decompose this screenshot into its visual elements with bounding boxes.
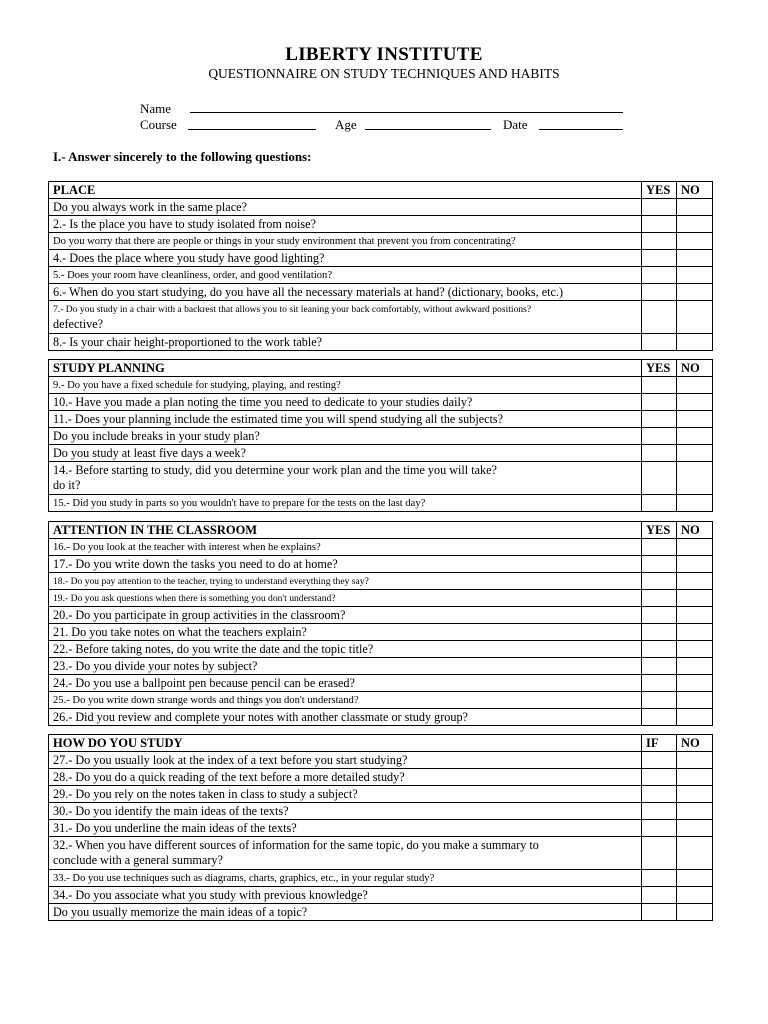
question-row xyxy=(49,837,713,870)
yes-answer-cell[interactable] xyxy=(642,692,677,709)
institute-title: LIBERTY INSTITUTE xyxy=(285,44,483,65)
no-answer-cell[interactable] xyxy=(677,199,713,216)
question-text: 9.- Do you have a fixed schedule for studying, playing, and resting? xyxy=(49,377,642,394)
course-field[interactable] xyxy=(188,129,316,130)
section-header-row xyxy=(49,182,713,199)
date-label: Date xyxy=(503,117,528,132)
no-answer-cell[interactable] xyxy=(677,411,713,428)
no-column-header: NO xyxy=(677,522,713,539)
no-answer-cell[interactable] xyxy=(677,887,713,904)
question-row xyxy=(49,607,713,624)
no-answer-cell[interactable] xyxy=(677,377,713,394)
no-answer-cell[interactable] xyxy=(677,820,713,837)
age-label: Age xyxy=(335,117,357,132)
no-answer-cell[interactable] xyxy=(677,495,713,512)
section-title: STUDY PLANNING xyxy=(49,360,642,377)
no-answer-cell[interactable] xyxy=(677,394,713,411)
no-answer-cell[interactable] xyxy=(677,786,713,803)
no-answer-cell[interactable] xyxy=(677,233,713,250)
yes-answer-cell[interactable] xyxy=(642,675,677,692)
yes-answer-cell[interactable] xyxy=(642,641,677,658)
yes-answer-cell[interactable] xyxy=(642,607,677,624)
name-field[interactable] xyxy=(190,112,623,113)
instruction-text: I.- Answer sincerely to the following questions: xyxy=(53,149,312,164)
question-text: 8.- Is your chair height-proportioned to the work table? xyxy=(49,334,642,351)
question-text xyxy=(49,462,642,495)
question-row xyxy=(49,803,713,820)
section-study-planning-table xyxy=(48,359,713,512)
yes-answer-cell[interactable] xyxy=(642,411,677,428)
yes-answer-cell[interactable] xyxy=(642,495,677,512)
no-answer-cell[interactable] xyxy=(677,624,713,641)
question-row xyxy=(49,462,713,495)
name-label: Name xyxy=(140,101,172,116)
question-row xyxy=(49,394,713,411)
question-text: 23.- Do you divide your notes by subject? xyxy=(49,658,642,675)
question-row xyxy=(49,752,713,769)
yes-answer-cell[interactable] xyxy=(642,539,677,556)
if-column-header: IF xyxy=(642,735,677,752)
question-text: Do you worry that there are people or things in your study environment that prevent you from concentrating? xyxy=(49,233,642,250)
question-line: defective? xyxy=(53,317,104,331)
yes-answer-cell[interactable] xyxy=(642,301,677,334)
yes-answer-cell[interactable] xyxy=(642,199,677,216)
question-text xyxy=(49,837,642,870)
no-answer-cell[interactable] xyxy=(677,250,713,267)
section-header-row xyxy=(49,735,713,752)
question-text: 6.- When do you start studying, do you have all the necessary materials at hand? (dictionary, books, etc.) xyxy=(49,284,642,301)
no-answer-cell[interactable] xyxy=(677,428,713,445)
no-column-header: NO xyxy=(677,735,713,752)
question-row xyxy=(49,675,713,692)
no-answer-cell[interactable] xyxy=(677,573,713,590)
section-header-row xyxy=(49,360,713,377)
question-row xyxy=(49,590,713,607)
no-answer-cell[interactable] xyxy=(677,462,713,495)
question-line: 32.- When you have different sources of information for the same topic, do you make a summary to xyxy=(53,838,539,852)
no-answer-cell[interactable] xyxy=(677,709,713,726)
question-row xyxy=(49,495,713,512)
yes-answer-cell[interactable] xyxy=(642,428,677,445)
yes-answer-cell[interactable] xyxy=(642,394,677,411)
yes-answer-cell[interactable] xyxy=(642,233,677,250)
no-answer-cell[interactable] xyxy=(677,904,713,921)
question-row xyxy=(49,556,713,573)
no-answer-cell[interactable] xyxy=(677,267,713,284)
section-place-table xyxy=(48,181,713,351)
yes-answer-cell[interactable] xyxy=(642,284,677,301)
question-text: 20.- Do you participate in group activities in the classroom? xyxy=(49,607,642,624)
question-line: do it? xyxy=(53,478,81,492)
question-text: 30.- Do you identify the main ideas of the texts? xyxy=(49,803,642,820)
no-answer-cell[interactable] xyxy=(677,675,713,692)
no-answer-cell[interactable] xyxy=(677,284,713,301)
yes-answer-cell[interactable] xyxy=(642,556,677,573)
question-text: Do you usually memorize the main ideas of a topic? xyxy=(49,904,642,921)
question-line: conclude with a general summary? xyxy=(53,853,223,867)
if-answer-cell[interactable] xyxy=(642,752,677,769)
no-answer-cell[interactable] xyxy=(677,216,713,233)
question-row xyxy=(49,624,713,641)
questionnaire-subtitle: QUESTIONNAIRE ON STUDY TECHNIQUES AND HABITS xyxy=(208,66,560,81)
no-column-header: NO xyxy=(677,360,713,377)
no-answer-cell[interactable] xyxy=(677,837,713,870)
question-row xyxy=(49,786,713,803)
question-text: 19.- Do you ask questions when there is something you don't understand? xyxy=(49,590,642,607)
no-answer-cell[interactable] xyxy=(677,752,713,769)
course-label: Course xyxy=(140,117,177,132)
question-row xyxy=(49,692,713,709)
question-line: 14.- Before starting to study, did you determine your work plan and the time you will take? xyxy=(53,463,497,477)
no-answer-cell[interactable] xyxy=(677,539,713,556)
question-text: Do you always work in the same place? xyxy=(49,199,642,216)
yes-answer-cell[interactable] xyxy=(642,445,677,462)
question-text: 26.- Did you review and complete your notes with another classmate or study group? xyxy=(49,709,642,726)
no-column-header: NO xyxy=(677,182,713,199)
question-text: 15.- Did you study in parts so you wouldn't have to prepare for the tests on the last day? xyxy=(49,495,642,512)
yes-answer-cell[interactable] xyxy=(642,334,677,351)
question-text xyxy=(49,301,642,334)
no-answer-cell[interactable] xyxy=(677,658,713,675)
section-attention-table xyxy=(48,521,713,726)
question-text: 17.- Do you write down the tasks you need to do at home? xyxy=(49,556,642,573)
if-answer-cell[interactable] xyxy=(642,887,677,904)
question-text: 29.- Do you rely on the notes taken in class to study a subject? xyxy=(49,786,642,803)
question-row xyxy=(49,820,713,837)
no-answer-cell[interactable] xyxy=(677,692,713,709)
question-row xyxy=(49,334,713,351)
no-answer-cell[interactable] xyxy=(677,803,713,820)
if-answer-cell[interactable] xyxy=(642,904,677,921)
question-row xyxy=(49,284,713,301)
section-title: HOW DO YOU STUDY xyxy=(49,735,642,752)
question-row xyxy=(49,233,713,250)
question-text: 34.- Do you associate what you study with previous knowledge? xyxy=(49,887,642,904)
question-text: 33.- Do you use techniques such as diagrams, charts, graphics, etc., in your regular study? xyxy=(49,870,642,887)
question-text: 2.- Is the place you have to study isolated from noise? xyxy=(49,216,642,233)
question-row xyxy=(49,250,713,267)
section-title: ATTENTION IN THE CLASSROOM xyxy=(49,522,642,539)
question-row xyxy=(49,301,713,334)
question-text: Do you include breaks in your study plan? xyxy=(49,428,642,445)
question-row xyxy=(49,709,713,726)
question-row xyxy=(49,216,713,233)
question-text: 27.- Do you usually look at the index of a text before you start studying? xyxy=(49,752,642,769)
question-row xyxy=(49,377,713,394)
yes-answer-cell[interactable] xyxy=(642,267,677,284)
question-row xyxy=(49,658,713,675)
question-text: 18.- Do you pay attention to the teacher, trying to understand everything they say? xyxy=(49,573,642,590)
question-row xyxy=(49,539,713,556)
yes-column-header: YES xyxy=(642,360,677,377)
no-answer-cell[interactable] xyxy=(677,641,713,658)
no-answer-cell[interactable] xyxy=(677,556,713,573)
question-text: 22.- Before taking notes, do you write the date and the topic title? xyxy=(49,641,642,658)
question-row xyxy=(49,267,713,284)
question-row xyxy=(49,870,713,887)
question-row xyxy=(49,445,713,462)
question-text: 21. Do you take notes on what the teachers explain? xyxy=(49,624,642,641)
date-field[interactable] xyxy=(539,129,623,130)
if-answer-cell[interactable] xyxy=(642,820,677,837)
no-answer-cell[interactable] xyxy=(677,445,713,462)
question-text: 5.- Does your room have cleanliness, order, and good ventilation? xyxy=(49,267,642,284)
question-text: 25.- Do you write down strange words and things you don't understand? xyxy=(49,692,642,709)
question-row xyxy=(49,411,713,428)
question-row xyxy=(49,199,713,216)
no-answer-cell[interactable] xyxy=(677,769,713,786)
if-answer-cell[interactable] xyxy=(642,870,677,887)
question-text: 28.- Do you do a quick reading of the text before a more detailed study? xyxy=(49,769,642,786)
question-text: 16.- Do you look at the teacher with interest when he explains? xyxy=(49,539,642,556)
yes-answer-cell[interactable] xyxy=(642,709,677,726)
yes-answer-cell[interactable] xyxy=(642,573,677,590)
no-answer-cell[interactable] xyxy=(677,607,713,624)
yes-answer-cell[interactable] xyxy=(642,658,677,675)
if-answer-cell[interactable] xyxy=(642,769,677,786)
question-text: 10.- Have you made a plan noting the time you need to dedicate to your studies daily? xyxy=(49,394,642,411)
yes-answer-cell[interactable] xyxy=(642,590,677,607)
question-line: 7.- Do you study in a chair with a backrest that allows you to sit leaning your back comfortably, without awkward positions? xyxy=(53,304,532,315)
question-text: 24.- Do you use a ballpoint pen because pencil can be erased? xyxy=(49,675,642,692)
question-text: 31.- Do you underline the main ideas of the texts? xyxy=(49,820,642,837)
if-answer-cell[interactable] xyxy=(642,803,677,820)
question-row xyxy=(49,769,713,786)
question-row xyxy=(49,887,713,904)
no-answer-cell[interactable] xyxy=(677,590,713,607)
yes-answer-cell[interactable] xyxy=(642,250,677,267)
section-how-do-you-study-table xyxy=(48,734,713,921)
section-title: PLACE xyxy=(49,182,642,199)
no-answer-cell[interactable] xyxy=(677,301,713,334)
question-row xyxy=(49,904,713,921)
yes-column-header: YES xyxy=(642,182,677,199)
if-answer-cell[interactable] xyxy=(642,786,677,803)
if-answer-cell[interactable] xyxy=(642,837,677,870)
age-field[interactable] xyxy=(365,129,491,130)
yes-answer-cell[interactable] xyxy=(642,624,677,641)
yes-answer-cell[interactable] xyxy=(642,377,677,394)
question-text: 11.- Does your planning include the estimated time you will spend studying all the subjects? xyxy=(49,411,642,428)
question-text: Do you study at least five days a week? xyxy=(49,445,642,462)
yes-answer-cell[interactable] xyxy=(642,462,677,495)
question-text: 4.- Does the place where you study have good lighting? xyxy=(49,250,642,267)
no-answer-cell[interactable] xyxy=(677,334,713,351)
section-header-row xyxy=(49,522,713,539)
no-answer-cell[interactable] xyxy=(677,870,713,887)
yes-answer-cell[interactable] xyxy=(642,216,677,233)
question-row xyxy=(49,641,713,658)
yes-column-header: YES xyxy=(642,522,677,539)
question-row xyxy=(49,573,713,590)
question-row xyxy=(49,428,713,445)
